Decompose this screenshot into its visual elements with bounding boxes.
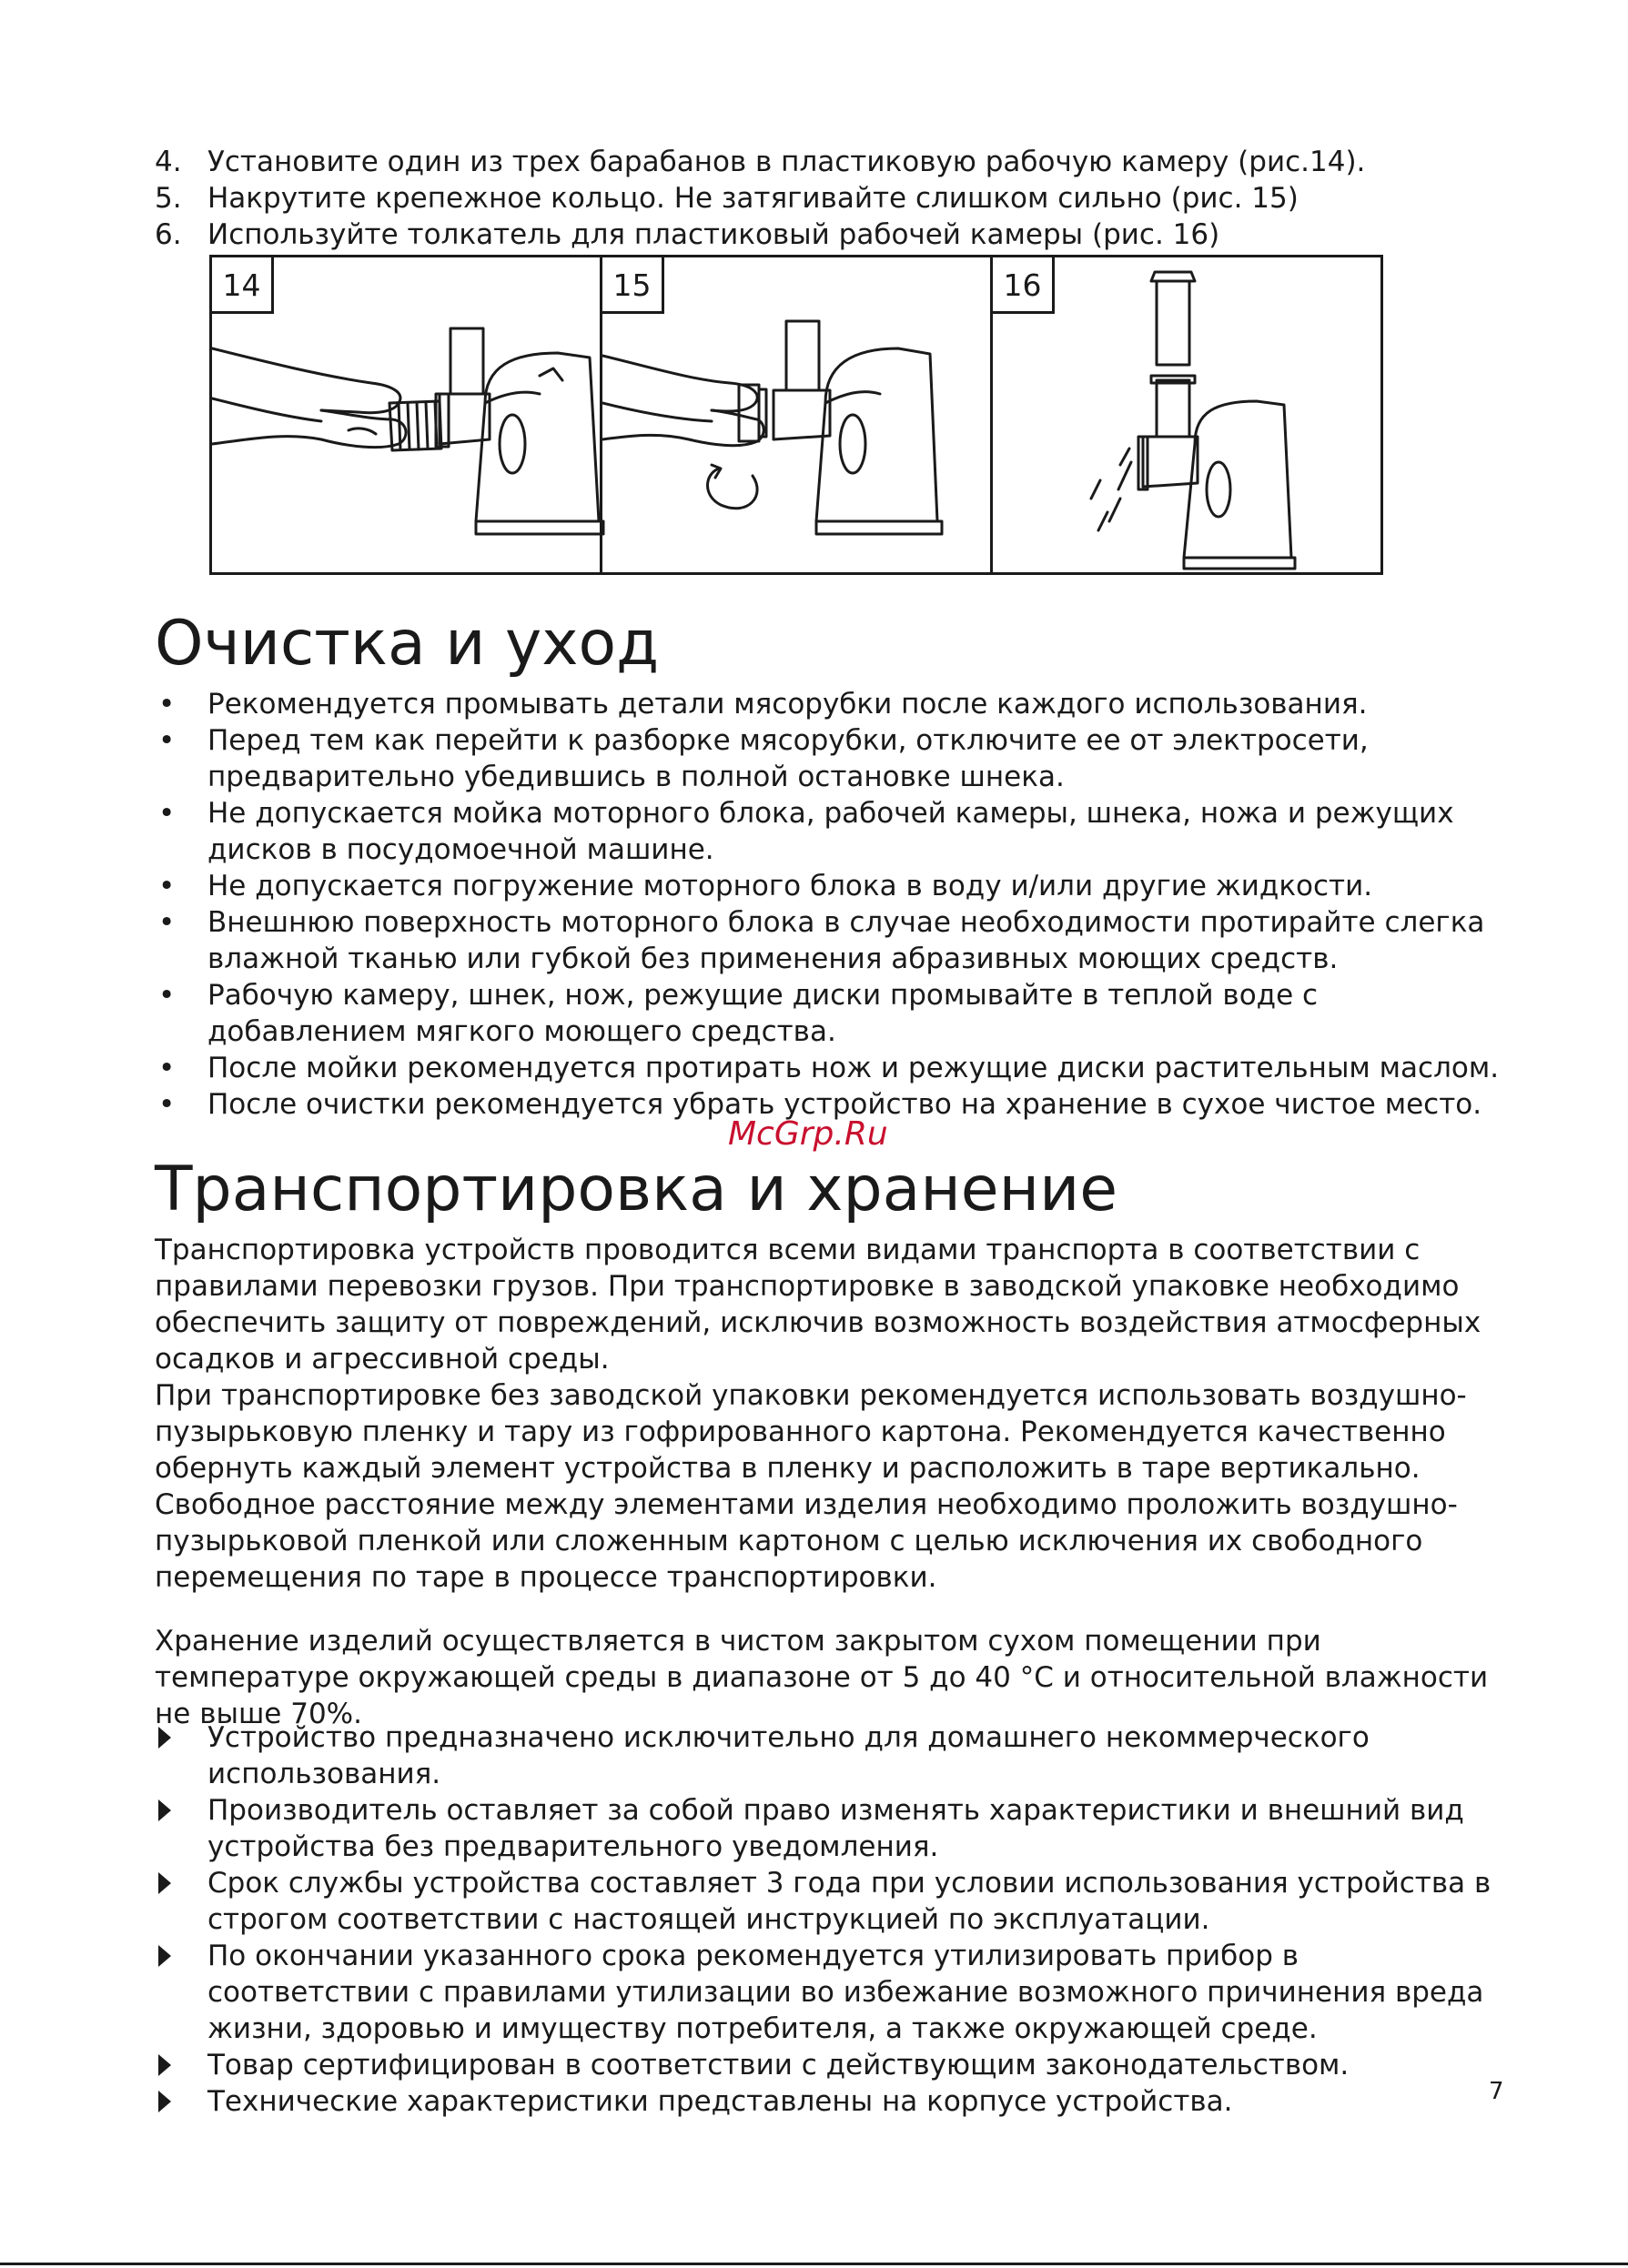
section-title-cleaning: Очистка и уход — [155, 608, 660, 680]
footer-divider — [0, 2263, 1628, 2265]
bullet-icon: • — [158, 797, 176, 830]
bullet-icon: • — [158, 906, 176, 939]
triangle-bullet-icon — [158, 1799, 171, 1821]
step-item — [155, 217, 1502, 253]
list-item: Технические характеристики представлены на корпусе устройства. — [155, 2083, 1502, 2120]
figure-number: 16 — [993, 257, 1055, 314]
triangle-bullet-icon — [158, 2091, 171, 2112]
step-item — [155, 180, 1502, 217]
list-item: Устройство предназначено исключительно для домашнего некоммерческого использования. — [155, 1719, 1502, 1792]
list-item: • Внешнюю поверхность моторного блока в случае необходимости протирайте слегка влажной тканью или губкой без применения абразивных моющих средств. — [158, 906, 1485, 975]
section-title-transport: Транспортировка и хранение — [155, 1154, 1118, 1225]
page-number: 7 — [1489, 2078, 1504, 2105]
figure-panel-15 — [602, 257, 993, 572]
bullet-icon: • — [158, 979, 176, 1012]
list-item: • Рабочую камеру, шнек, нож, режущие диски промывайте в теплой воде с добавлением мягкого моющего средства. — [158, 979, 1319, 1048]
transport-paragraph: Транспортировка устройств проводится всеми видами транспорта в соответствии с правилами перевозки грузов. При транспортировке в заводской упаковке необходимо обеспечить защиту от повреждений, исключив возможность воздействия атмосферных осадков и агрессивной среды. — [155, 1234, 1481, 1376]
list-item: • Не допускается мойка моторного блока, рабочей камеры, шнека, ножа и режущих дисков в посудомоечной машине. — [158, 797, 1454, 866]
list-item: Срок службы устройства составляет 3 года при условии использования устройства в строгом соответствии с настоящей инструкцией по эксплуатации. — [155, 1865, 1502, 1938]
illustration-install-drum-icon — [212, 257, 640, 572]
figure-panel-14 — [212, 257, 602, 572]
bullet-icon: • — [158, 1052, 176, 1084]
notes-list — [155, 1719, 1502, 2120]
figure-number: 15 — [602, 257, 664, 314]
bullet-icon: • — [158, 688, 176, 721]
list-item: Производитель оставляет за собой право изменять характеристики и внешний вид устройства без предварительного уведомления. — [155, 1792, 1502, 1865]
triangle-bullet-icon — [158, 2054, 171, 2076]
cleaning-list — [155, 686, 1502, 1123]
triangle-bullet-icon — [158, 1872, 171, 1894]
bullet-icon: • — [158, 724, 176, 757]
step-number: 5. — [155, 182, 182, 215]
transport-paragraph: При транспортировке без заводской упаковки рекомендуется использовать воздушно-пузырьковую пленку и тару из гофрированного картона. Рекомендуется качественно обернуть каждый элемент устройства в пленку и расположить в таре вертикально. Свободное расстояние между элементами изделия необходимо проложить воздушно-пузырьковой пленкой или сложенным картоном с целью исключения их свободного перемещения по таре в процессе транспортировки. — [155, 1379, 1467, 1594]
storage-paragraph: Хранение изделий осуществляется в чистом закрытом сухом помещении при температуре окружающей среды в диапазоне от 5 до 40 °С и относительной влажности не выше 70%. — [155, 1625, 1489, 1730]
step-text: Установите один из трех барабанов в пластиковую рабочую камеру (рис.14). — [207, 146, 1366, 178]
bullet-icon: • — [158, 870, 176, 902]
list-item: Товар сертифицирован в соответствии с действующим законодательством. — [155, 2047, 1502, 2083]
bullet-icon: • — [158, 1088, 176, 1121]
steps-list — [155, 144, 1502, 253]
figure-number: 14 — [212, 257, 274, 314]
figure-row — [209, 255, 1383, 575]
step-item — [155, 144, 1502, 180]
triangle-bullet-icon — [158, 1727, 171, 1749]
list-item: • После очистки рекомендуется убрать устройство на хранение в сухое чистое место. — [158, 1088, 1482, 1121]
step-text: Используйте толкатель для пластиковый рабочей камеры (рис. 16) — [207, 218, 1220, 251]
list-item: • Рекомендуется промывать детали мясорубки после каждого использования. — [158, 688, 1368, 721]
triangle-bullet-icon — [158, 1945, 171, 1967]
list-item: По окончании указанного срока рекомендуется утилизировать прибор в соответствии с правилами утилизации во избежание возможного причинения вреда жизни, здоровью и имуществу потребителя, а также окружающей среде. — [155, 1938, 1502, 2047]
figure-panel-16 — [993, 257, 1380, 572]
step-number: 6. — [155, 218, 182, 251]
list-item: • После мойки рекомендуется протирать нож и режущие диски растительным маслом. — [158, 1052, 1500, 1084]
list-item: • Не допускается погружение моторного блока в воду и/или другие жидкости. — [158, 870, 1373, 902]
step-number: 4. — [155, 146, 182, 178]
list-item: • Перед тем как перейти к разборке мясорубки, отключите ее от электросети, предварительно убедившись в полной остановке шнека. — [158, 724, 1369, 793]
step-text: Накрутите крепежное кольцо. Не затягивайте слишком сильно (рис. 15) — [207, 182, 1299, 215]
watermark: McGrp.Ru — [728, 1115, 888, 1153]
